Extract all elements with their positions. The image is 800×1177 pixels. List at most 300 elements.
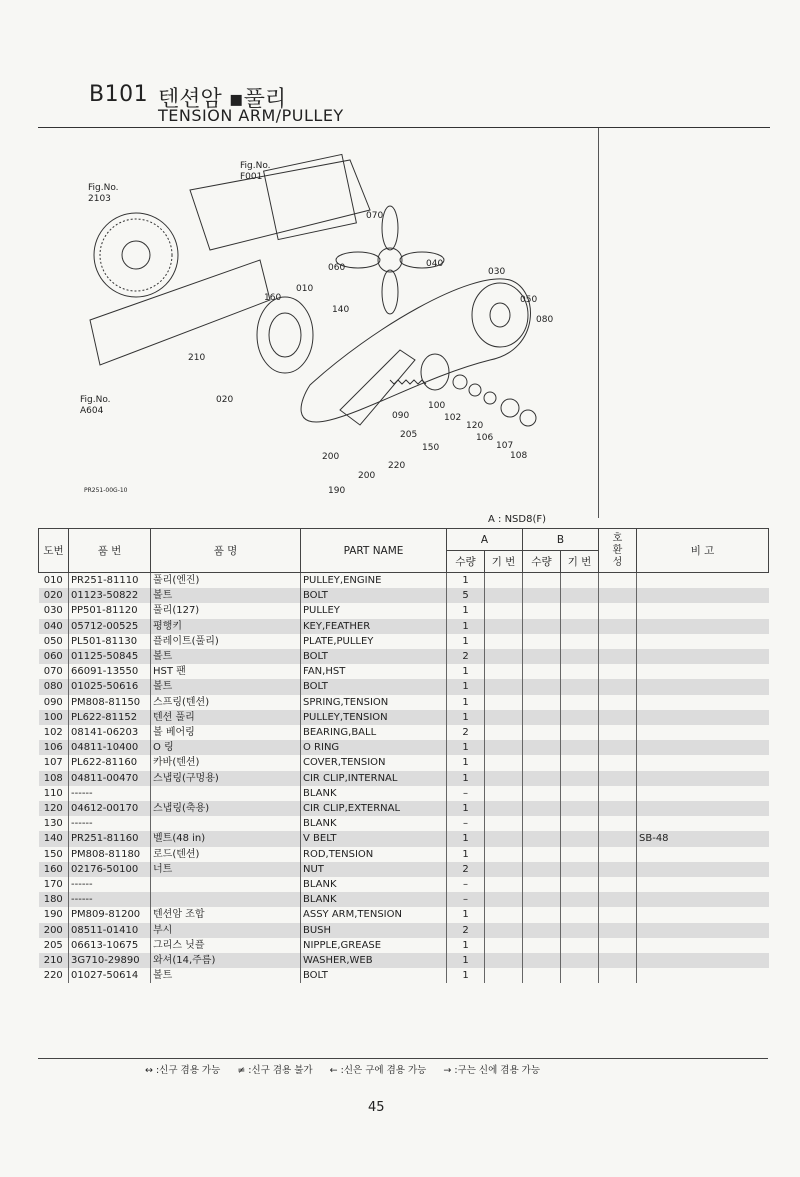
cell-qty-b <box>523 892 561 907</box>
cell-part-number: PL501-81130 <box>69 634 151 649</box>
cell-interchange <box>599 755 637 770</box>
cell-basic-a <box>485 968 523 983</box>
cell-item-no: 150 <box>39 847 69 862</box>
cell-remark <box>637 816 769 831</box>
cell-part-name: BEARING,BALL <box>301 725 447 740</box>
cell-korean-name: 텐션 풀리 <box>151 710 301 725</box>
cell-qty-b <box>523 573 561 589</box>
cell-qty-a: 1 <box>447 710 485 725</box>
cell-basic-b <box>561 907 599 922</box>
cell-item-no: 108 <box>39 771 69 786</box>
cell-item-no: 200 <box>39 923 69 938</box>
cell-part-number: 08141-06203 <box>69 725 151 740</box>
page-title-korean: 텐션암 ▪풀리 <box>158 87 287 112</box>
col-part-name-header: PART NAME <box>301 529 447 573</box>
cell-part-name: PULLEY <box>301 603 447 618</box>
table-row <box>39 877 769 892</box>
cell-interchange <box>599 907 637 922</box>
cell-qty-b <box>523 619 561 634</box>
cell-basic-b <box>561 786 599 801</box>
cell-korean-name: 텐션암 조합 <box>151 907 301 922</box>
cell-qty-a: 1 <box>447 679 485 694</box>
cell-item-no: 102 <box>39 725 69 740</box>
cell-basic-a <box>485 816 523 831</box>
cell-basic-b <box>561 816 599 831</box>
cell-basic-b <box>561 710 599 725</box>
svg-text:100: 100 <box>428 401 446 411</box>
cell-part-number: ------ <box>69 786 151 801</box>
cell-interchange <box>599 862 637 877</box>
cell-part-number: PR251-81160 <box>69 831 151 846</box>
table-row <box>39 801 769 816</box>
cell-interchange <box>599 603 637 618</box>
cell-interchange <box>599 801 637 816</box>
cell-item-no: 080 <box>39 679 69 694</box>
diagram-label: A604 <box>80 406 104 416</box>
table-row <box>39 831 769 846</box>
page-code: B101 <box>89 82 149 107</box>
svg-text:108: 108 <box>510 451 528 461</box>
cell-item-no: 170 <box>39 877 69 892</box>
cell-basic-b <box>561 664 599 679</box>
cell-interchange <box>599 725 637 740</box>
cell-qty-b <box>523 695 561 710</box>
cell-qty-b <box>523 755 561 770</box>
cell-interchange <box>599 619 637 634</box>
cell-basic-a <box>485 710 523 725</box>
cell-interchange <box>599 892 637 907</box>
cell-basic-a <box>485 588 523 603</box>
cell-interchange <box>599 953 637 968</box>
cell-basic-a <box>485 755 523 770</box>
cell-qty-a: – <box>447 816 485 831</box>
cell-part-name: BUSH <box>301 923 447 938</box>
table-row <box>39 816 769 831</box>
cell-qty-a: – <box>447 786 485 801</box>
cell-part-number: PM809-81200 <box>69 907 151 922</box>
cell-part-name: SPRING,TENSION <box>301 695 447 710</box>
col-b-basic-header: 기 번 <box>561 551 599 573</box>
cell-qty-b <box>523 588 561 603</box>
cell-basic-b <box>561 695 599 710</box>
cell-remark <box>637 847 769 862</box>
cell-part-number: PP501-81120 <box>69 603 151 618</box>
cell-basic-b <box>561 725 599 740</box>
cell-remark <box>637 664 769 679</box>
cell-basic-a <box>485 938 523 953</box>
cell-qty-b <box>523 771 561 786</box>
exploded-diagram <box>70 150 600 510</box>
cell-korean-name: O 링 <box>151 740 301 755</box>
cell-korean-name: 플레이트(풀리) <box>151 634 301 649</box>
cell-korean-name <box>151 892 301 907</box>
svg-text:040: 040 <box>426 259 444 269</box>
table-bottom-rule <box>38 1058 768 1059</box>
cell-remark <box>637 619 769 634</box>
cell-part-name: KEY,FEATHER <box>301 619 447 634</box>
table-row <box>39 649 769 664</box>
cell-qty-a: 1 <box>447 847 485 862</box>
svg-text:200: 200 <box>322 452 340 462</box>
cell-basic-a <box>485 907 523 922</box>
cell-qty-b <box>523 923 561 938</box>
cell-qty-b <box>523 862 561 877</box>
cell-basic-b <box>561 740 599 755</box>
cell-interchange <box>599 573 637 589</box>
cell-qty-b <box>523 938 561 953</box>
cell-basic-a <box>485 771 523 786</box>
col-korean-name-header: 품 명 <box>151 529 301 573</box>
cell-korean-name: 스냅링(축용) <box>151 801 301 816</box>
svg-text:210: 210 <box>188 353 206 363</box>
cell-remark <box>637 588 769 603</box>
cell-basic-b <box>561 588 599 603</box>
cell-item-no: 107 <box>39 755 69 770</box>
cell-korean-name: 와셔(14,주름) <box>151 953 301 968</box>
cell-remark <box>637 725 769 740</box>
cell-basic-b <box>561 831 599 846</box>
cell-basic-a <box>485 786 523 801</box>
cell-item-no: 040 <box>39 619 69 634</box>
cell-qty-a: 1 <box>447 801 485 816</box>
cell-qty-b <box>523 847 561 862</box>
cell-qty-a: 1 <box>447 634 485 649</box>
diagram-label: F001 <box>240 172 263 182</box>
cell-qty-a: 2 <box>447 725 485 740</box>
cell-basic-a <box>485 923 523 938</box>
cell-part-number: 01123-50822 <box>69 588 151 603</box>
cell-remark <box>637 877 769 892</box>
table-row <box>39 664 769 679</box>
cell-part-number: PM808-81180 <box>69 847 151 862</box>
cell-interchange <box>599 816 637 831</box>
cell-korean-name: 스냅링(구멍용) <box>151 771 301 786</box>
cell-basic-a <box>485 664 523 679</box>
cell-remark <box>637 634 769 649</box>
cell-basic-a <box>485 725 523 740</box>
cell-part-name: FAN,HST <box>301 664 447 679</box>
cell-qty-b <box>523 831 561 846</box>
cell-korean-name <box>151 877 301 892</box>
svg-text:220: 220 <box>388 461 406 471</box>
cell-part-name: PULLEY,ENGINE <box>301 573 447 589</box>
cell-remark <box>637 740 769 755</box>
table-row <box>39 695 769 710</box>
cell-item-no: 130 <box>39 816 69 831</box>
cell-basic-a <box>485 847 523 862</box>
cell-part-name: BLANK <box>301 892 447 907</box>
cell-qty-b <box>523 816 561 831</box>
table-row <box>39 603 769 618</box>
cell-part-name: BLANK <box>301 786 447 801</box>
cell-remark <box>637 786 769 801</box>
cell-item-no: 180 <box>39 892 69 907</box>
cell-part-name: PULLEY,TENSION <box>301 710 447 725</box>
frame-plate-shape <box>90 260 270 365</box>
table-row <box>39 634 769 649</box>
cell-basic-a <box>485 877 523 892</box>
cell-qty-b <box>523 801 561 816</box>
cell-basic-b <box>561 771 599 786</box>
cell-basic-a <box>485 862 523 877</box>
interchange-legend <box>145 1062 554 1076</box>
cell-korean-name: 풀리(127) <box>151 603 301 618</box>
table-row <box>39 771 769 786</box>
cell-basic-a <box>485 679 523 694</box>
table-row <box>39 786 769 801</box>
svg-text:106: 106 <box>476 433 494 443</box>
cell-part-name: NIPPLE,GREASE <box>301 938 447 953</box>
tension-pulley-shape <box>421 354 449 390</box>
cell-part-number: 01027-50614 <box>69 968 151 983</box>
cell-basic-b <box>561 847 599 862</box>
cell-part-name: NUT <box>301 862 447 877</box>
legend-item: ← :신은 구에 겸용 가능 <box>329 1065 427 1076</box>
legend-item: ↔ :신구 겸용 가능 <box>145 1065 221 1076</box>
cell-part-name: O RING <box>301 740 447 755</box>
cell-korean-name: 그리스 닛플 <box>151 938 301 953</box>
svg-text:090: 090 <box>392 411 410 421</box>
cell-remark: SB-48 <box>637 831 769 846</box>
cell-qty-a: 2 <box>447 862 485 877</box>
cell-remark <box>637 679 769 694</box>
cell-basic-b <box>561 573 599 589</box>
cell-interchange <box>599 664 637 679</box>
cell-interchange <box>599 634 637 649</box>
cell-basic-b <box>561 755 599 770</box>
svg-text:120: 120 <box>466 421 484 431</box>
cell-remark <box>637 892 769 907</box>
cell-item-no: 106 <box>39 740 69 755</box>
cell-basic-b <box>561 938 599 953</box>
svg-text:140: 140 <box>332 305 350 315</box>
cell-qty-b <box>523 664 561 679</box>
cell-part-number: 02176-50100 <box>69 862 151 877</box>
legend-item: ≠ :신구 겸용 불가 <box>237 1065 313 1076</box>
cell-basic-b <box>561 923 599 938</box>
cell-korean-name: 너트 <box>151 862 301 877</box>
cell-interchange <box>599 968 637 983</box>
page-title-english: TENSION ARM/PULLEY <box>158 106 344 125</box>
svg-text:160: 160 <box>264 293 282 303</box>
cell-qty-b <box>523 877 561 892</box>
cell-basic-a <box>485 634 523 649</box>
cell-qty-a: 5 <box>447 588 485 603</box>
cell-korean-name: 풀리(엔진) <box>151 573 301 589</box>
cell-remark <box>637 968 769 983</box>
cell-part-number: 3G710-29890 <box>69 953 151 968</box>
cell-remark <box>637 755 769 770</box>
cell-item-no: 050 <box>39 634 69 649</box>
cell-basic-b <box>561 953 599 968</box>
cell-interchange <box>599 831 637 846</box>
cell-qty-a: 1 <box>447 968 485 983</box>
cell-interchange <box>599 786 637 801</box>
svg-text:102: 102 <box>444 413 462 423</box>
cell-basic-a <box>485 603 523 618</box>
cell-item-no: 120 <box>39 801 69 816</box>
cell-basic-a <box>485 892 523 907</box>
engine-pulley-shape <box>257 297 313 373</box>
table-row <box>39 725 769 740</box>
diagram-label: 2103 <box>88 194 111 204</box>
table-row <box>39 740 769 755</box>
cell-qty-a: 1 <box>447 619 485 634</box>
cell-korean-name: 벨트(48 in) <box>151 831 301 846</box>
cell-qty-b <box>523 907 561 922</box>
table-row <box>39 938 769 953</box>
cell-basic-b <box>561 968 599 983</box>
cell-qty-a: 2 <box>447 923 485 938</box>
cell-part-name: ROD,TENSION <box>301 847 447 862</box>
col-a-qty-header: 수량 <box>447 551 485 573</box>
cell-basic-b <box>561 603 599 618</box>
cell-interchange <box>599 923 637 938</box>
col-group-a-header: A <box>447 529 523 551</box>
cell-remark <box>637 862 769 877</box>
cell-part-name: CIR CLIP,INTERNAL <box>301 771 447 786</box>
cell-qty-b <box>523 634 561 649</box>
cell-korean-name: 스프링(텐션) <box>151 695 301 710</box>
cell-item-no: 140 <box>39 831 69 846</box>
cell-item-no: 160 <box>39 862 69 877</box>
cell-qty-b <box>523 953 561 968</box>
cell-part-number: 66091-13550 <box>69 664 151 679</box>
cell-item-no: 190 <box>39 907 69 922</box>
cell-interchange <box>599 588 637 603</box>
cell-part-name: PLATE,PULLEY <box>301 634 447 649</box>
table-row <box>39 573 769 589</box>
table-row <box>39 892 769 907</box>
cell-part-number: ------ <box>69 816 151 831</box>
cell-part-number: PR251-81110 <box>69 573 151 589</box>
cell-korean-name: 부시 <box>151 923 301 938</box>
diagram-label: Fig.No. <box>88 183 119 193</box>
cell-interchange <box>599 740 637 755</box>
cell-item-no: 110 <box>39 786 69 801</box>
cell-remark <box>637 907 769 922</box>
col-part-number-header: 품 번 <box>69 529 151 573</box>
table-row <box>39 968 769 983</box>
table-row <box>39 847 769 862</box>
cell-korean-name: 볼트 <box>151 649 301 664</box>
cell-qty-a: 1 <box>447 740 485 755</box>
cell-basic-a <box>485 695 523 710</box>
table-row <box>39 710 769 725</box>
col-b-qty-header: 수량 <box>523 551 561 573</box>
cell-interchange <box>599 695 637 710</box>
cell-qty-b <box>523 725 561 740</box>
cell-qty-b <box>523 603 561 618</box>
cell-korean-name <box>151 816 301 831</box>
cell-remark <box>637 923 769 938</box>
cell-item-no: 070 <box>39 664 69 679</box>
diagram-code: PR251-00G-10 <box>84 487 128 494</box>
cell-basic-a <box>485 953 523 968</box>
col-group-b-header: B <box>523 529 599 551</box>
cell-qty-b <box>523 710 561 725</box>
cell-qty-b <box>523 786 561 801</box>
legend-item: → :구는 신에 겸용 가능 <box>443 1065 540 1076</box>
cell-remark <box>637 710 769 725</box>
cell-qty-b <box>523 679 561 694</box>
cell-part-name: CIR CLIP,EXTERNAL <box>301 801 447 816</box>
cell-qty-a: 1 <box>447 771 485 786</box>
cell-item-no: 030 <box>39 603 69 618</box>
cell-korean-name: 볼 베어링 <box>151 725 301 740</box>
table-row <box>39 907 769 922</box>
svg-text:107: 107 <box>496 441 514 451</box>
cell-item-no: 060 <box>39 649 69 664</box>
cell-basic-a <box>485 619 523 634</box>
cell-interchange <box>599 938 637 953</box>
cell-part-number: PM808-81150 <box>69 695 151 710</box>
cell-qty-a: 1 <box>447 603 485 618</box>
cell-part-name: COVER,TENSION <box>301 755 447 770</box>
col-remarks-header: 비 고 <box>637 529 769 573</box>
cell-basic-b <box>561 862 599 877</box>
table-row <box>39 755 769 770</box>
cell-remark <box>637 695 769 710</box>
col-interchange-header: 호 환 성 <box>599 529 637 573</box>
cell-korean-name <box>151 786 301 801</box>
cell-part-number: PL622-81160 <box>69 755 151 770</box>
col-no-header: 도번 <box>39 529 69 573</box>
cell-item-no: 100 <box>39 710 69 725</box>
cell-part-name: V BELT <box>301 831 447 846</box>
cell-part-number: 08511-01410 <box>69 923 151 938</box>
cell-remark <box>637 938 769 953</box>
cell-qty-a: 1 <box>447 831 485 846</box>
cell-basic-a <box>485 801 523 816</box>
drive-pulley-shape <box>472 283 528 347</box>
cell-korean-name: 볼트 <box>151 968 301 983</box>
cell-part-name: BLANK <box>301 877 447 892</box>
table-row <box>39 679 769 694</box>
diagram-label: Fig.No. <box>80 395 111 405</box>
table-row <box>39 588 769 603</box>
table-row <box>39 953 769 968</box>
cell-qty-a: 1 <box>447 755 485 770</box>
cell-korean-name: 로드(텐션) <box>151 847 301 862</box>
svg-text:020: 020 <box>216 395 234 405</box>
cell-interchange <box>599 679 637 694</box>
cell-basic-b <box>561 634 599 649</box>
cell-qty-a: 1 <box>447 664 485 679</box>
cell-basic-b <box>561 892 599 907</box>
cell-qty-a: 1 <box>447 953 485 968</box>
cell-interchange <box>599 877 637 892</box>
cell-basic-a <box>485 573 523 589</box>
cell-qty-a: 1 <box>447 573 485 589</box>
cell-qty-b <box>523 649 561 664</box>
cell-basic-a <box>485 831 523 846</box>
table-row <box>39 923 769 938</box>
cell-remark <box>637 953 769 968</box>
cell-part-number: ------ <box>69 877 151 892</box>
cell-basic-b <box>561 679 599 694</box>
cell-basic-b <box>561 619 599 634</box>
svg-text:050: 050 <box>520 295 538 305</box>
svg-text:080: 080 <box>536 315 554 325</box>
table-row <box>39 619 769 634</box>
parts-table <box>38 528 769 983</box>
cell-item-no: 090 <box>39 695 69 710</box>
cell-part-number: 01125-50845 <box>69 649 151 664</box>
cell-part-number: 01025-50616 <box>69 679 151 694</box>
svg-text:010: 010 <box>296 284 314 294</box>
cell-item-no: 010 <box>39 573 69 589</box>
